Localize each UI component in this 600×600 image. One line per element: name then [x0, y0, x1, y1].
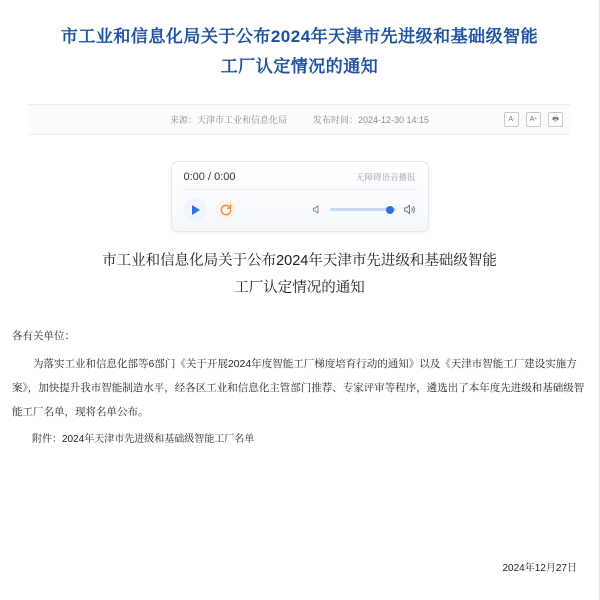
meta-tools [504, 105, 563, 134]
article-source: 来源：天津市工业和信息化局 [169, 115, 287, 125]
attachment-line: 附件：2024年天津市先进级和基础级智能工厂名单 [32, 434, 255, 445]
volume-slider[interactable] [330, 208, 396, 211]
loop-glyph [219, 203, 233, 217]
salutation: 各有关单位： [12, 330, 75, 342]
player-time: 0:00 / 0:00 [183, 171, 236, 183]
player-left-controls [184, 198, 236, 221]
volume-slider-knob[interactable] [386, 206, 394, 214]
audio-player-wrap [0, 161, 599, 232]
player-controls [184, 198, 416, 221]
loop-icon[interactable] [216, 200, 236, 220]
article-subtitle: 市工业和信息化局关于公布2024年天津市先进级和基础级智能工厂认定情况的通知 [102, 253, 497, 296]
body-paragraph-1: 为落实工业和信息化部等6部门《关于开展2024年度智能工厂梯度培育行动的通知》以及《天津市智能工厂建设实施方案》，加快提升我市智能制造水平，经各区工业和信息化主管部门推荐、专家评审等程序，遴选出了本年度先进级和基础级智能工厂名单，现将名单公布。 [12, 358, 585, 418]
play-icon[interactable] [184, 198, 207, 221]
audio-player[interactable] [171, 161, 429, 232]
player-top-row [184, 171, 416, 183]
font-decrease-label: A [508, 116, 513, 123]
article-body [12, 324, 587, 452]
font-increase-label: A [529, 116, 535, 123]
player-label: 无障碍语音播报 [355, 172, 416, 182]
article-meta-bar [28, 104, 571, 135]
article-publish-time: 发布时间：2024-12-30 14:15 [312, 115, 430, 125]
play-triangle [192, 205, 200, 215]
font-decrease-sup: - [513, 116, 515, 122]
print-glyph: 🖶 [552, 116, 559, 123]
page-title: 市工业和信息化局关于公布2024年天津市先进级和基础级智能工厂认定情况的通知 [60, 27, 539, 76]
mute-icon[interactable] [312, 204, 323, 215]
player-divider [184, 189, 416, 190]
volume-icon[interactable] [403, 203, 416, 216]
meta-items [170, 113, 429, 126]
article-date: 2024年12月27日 [502, 563, 577, 574]
player-right-controls [312, 203, 416, 216]
font-increase-sup: + [534, 116, 538, 122]
font-increase-button[interactable] [526, 112, 541, 127]
font-decrease-button[interactable] [504, 112, 519, 127]
print-icon[interactable] [548, 112, 563, 127]
